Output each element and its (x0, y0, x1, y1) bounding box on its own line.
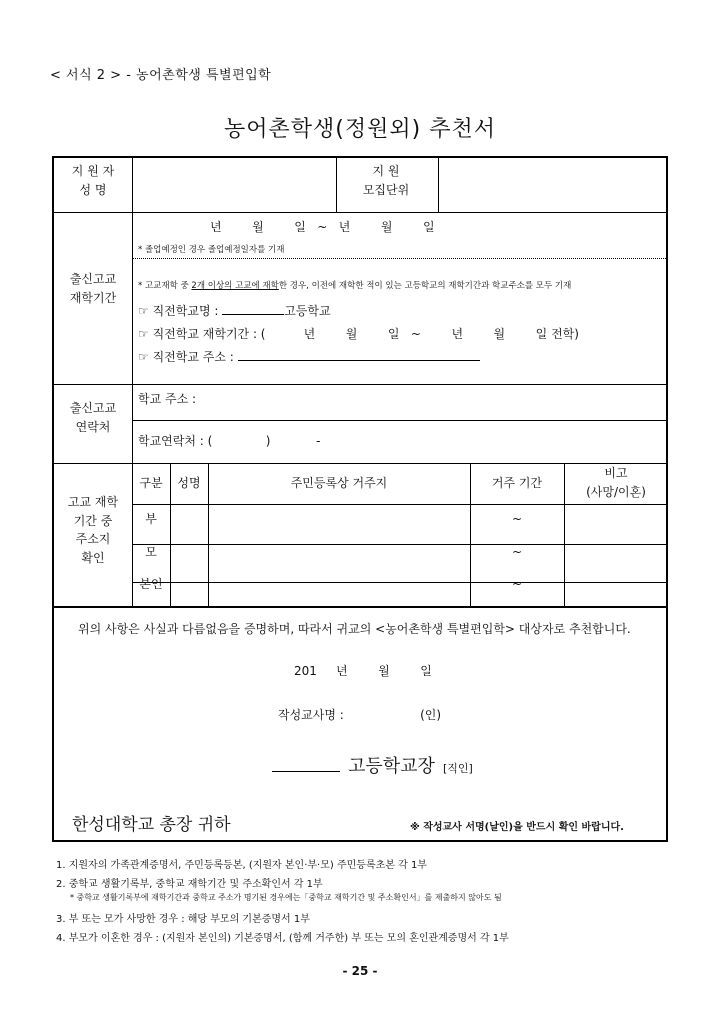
col-header-type: 구분 (139, 476, 163, 490)
graduation-note: * 졸업예정인 경우 졸업예정일자를 기재 (138, 245, 285, 255)
residence-label: 고교 재학 기간 중 주소지 확인 (67, 495, 119, 565)
page-number: - 25 - (342, 964, 378, 978)
prev-school-name-blank[interactable] (222, 314, 284, 315)
form-number-label: < 서식 2 > - 농어촌학생 특별편입학 (50, 68, 272, 83)
enrollment-period: 년 월 일 ~ 년 월 일 (210, 220, 435, 234)
prev-school-address-blank[interactable] (238, 360, 480, 361)
prev-school-period: ☞ 직전학교 재학기간 : ( 년 월 일 ~ 년 월 일 전학) (138, 327, 579, 341)
row-type-father: 부 (145, 512, 157, 526)
note-2-sub: * 중학교 생활기록부에 재학기간과 중학교 주소가 명기된 경우에는「중학교 재학기간 및 주소확인서」를 제출하지 않아도 됨 (70, 893, 502, 902)
note-2: 2. 중학교 생활기록부, 중학교 재학기간 및 주소확인서 각 1부 (56, 879, 323, 890)
note-1: 1. 지원자의 가족관계증명서, 주민등록등본, (지원자 본인·부·모) 주민등록초본 각 1부 (56, 860, 427, 871)
row-period-father: ~ (511, 512, 523, 526)
col-header-address: 주민등록상 거주지 (290, 476, 388, 490)
signature-note: ※ 작성교사 서명(날인)을 반드시 확인 바랍니다. (410, 822, 624, 833)
col-header-name: 성명 (177, 476, 201, 490)
transfer-note: * 고교재학 중 2개 이상의 고교에 재학한 경우, 이전에 재학한 적이 있는 고등학교의 재학기간과 학교주소를 모두 기재 (138, 281, 572, 291)
document-title: 농어촌학생(정원외) 추천서 (224, 117, 496, 142)
row-period-mother: ~ (511, 545, 523, 559)
school-history-label: 출신고교 재학기간 (69, 272, 117, 305)
prev-school-name: ☞ 직전학교명 : 고등학교 (138, 304, 331, 318)
school-contact-label: 출신고교 연락처 (69, 401, 117, 434)
row-type-mother: 모 (145, 545, 157, 559)
prev-school-address: ☞ 직전학교 주소 : (138, 348, 480, 365)
col-header-period: 거주 기간 (491, 476, 543, 490)
row-period-self: ~ (511, 577, 523, 591)
certification-date: 201 년 월 일 (294, 664, 432, 678)
official-seal-label: [직인] (442, 762, 473, 775)
note-3: 3. 부 또는 모가 사망한 경우 : 해당 부모의 기본증명서 1부 (56, 914, 310, 925)
teacher-name-line: 작성교사명 : (인) (278, 708, 442, 722)
school-phone-label: 학교연락처 : ( ) - (138, 434, 321, 448)
school-address-label: 학교 주소 : (138, 392, 197, 406)
row-type-self: 본인 (139, 577, 163, 591)
recipient-line: 한성대학교 총장 귀하 (72, 815, 231, 835)
col-header-remarks: 비고 (사망/이혼) (586, 466, 646, 499)
applicant-unit-label: 지 원 모집단위 (362, 164, 410, 197)
applicant-name-label: 지 원 자 성 명 (71, 164, 115, 197)
note-4: 4. 부모가 이혼한 경우 : (지원자 본인의) 기본증명서, (함께 거주한) 부 또는 모의 혼인관계증명서 각 1부 (56, 933, 509, 944)
school-name-blank[interactable] (272, 771, 340, 772)
principal-line: 고등학교장 [직인] (272, 752, 473, 778)
certification-statement: 위의 사항은 사실과 다름없음을 증명하며, 따라서 귀교의 <농어촌학생 특별편입학> 대상자로 추천합니다. (78, 622, 631, 636)
